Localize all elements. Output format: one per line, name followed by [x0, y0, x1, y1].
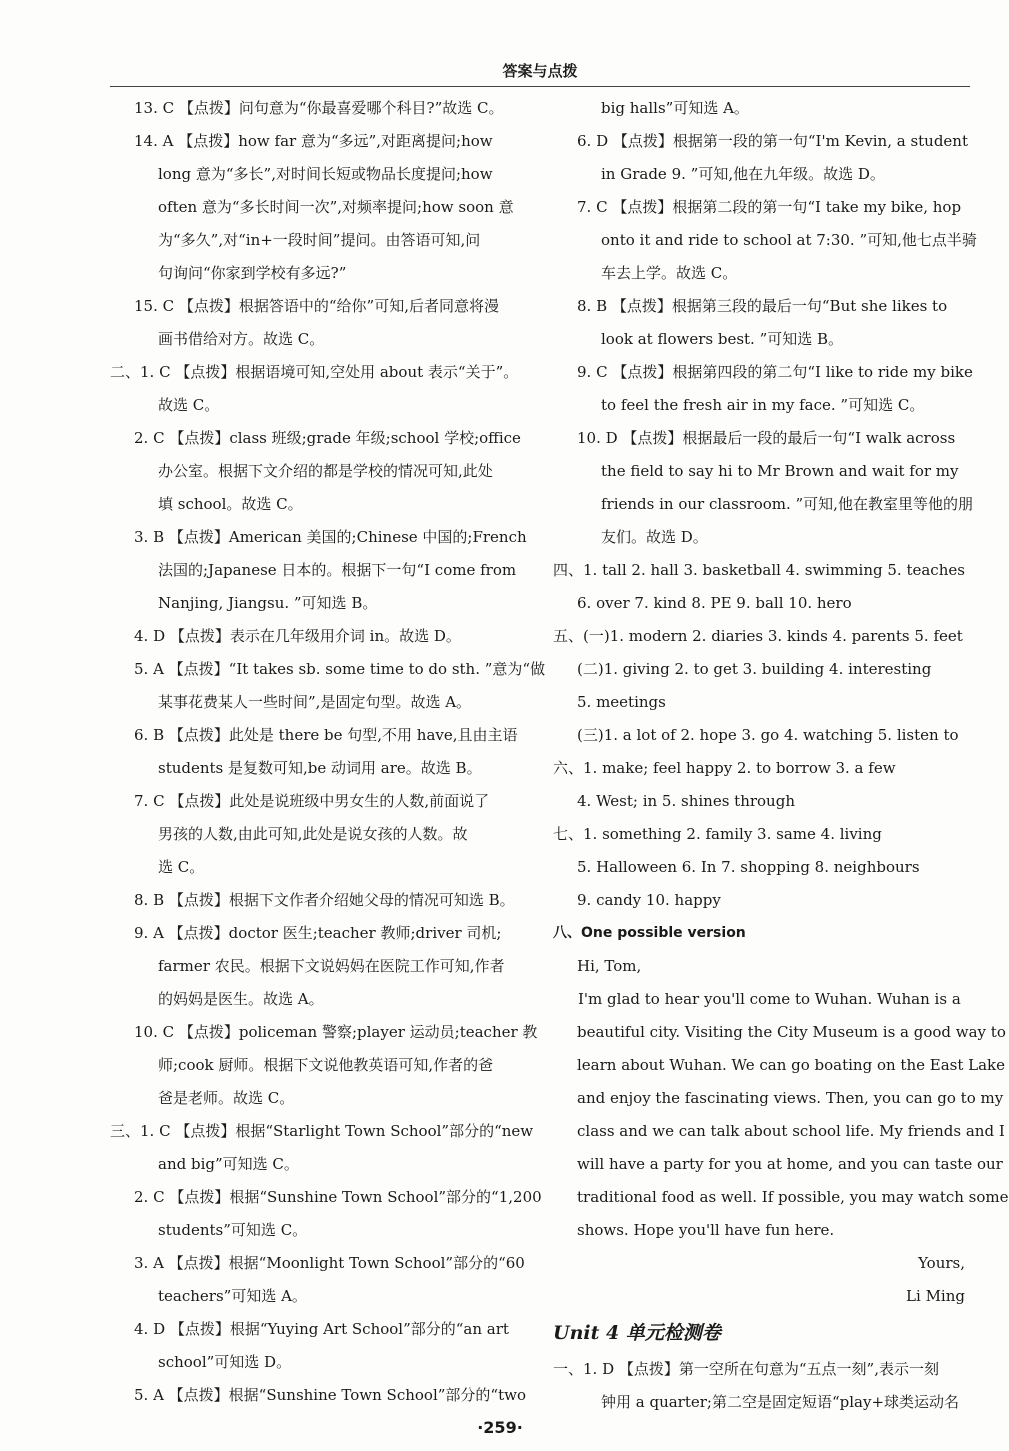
text-line: 四、1. tall 2. hall 3. basketball 4. swimming 5. teaches: [553, 561, 965, 579]
text-line: 10. C 【点拨】policeman 警察;player 运动员;teacher 教: [134, 1023, 538, 1041]
text-line: 句询问“你家到学校有多远?”: [158, 264, 347, 282]
text-line: 法国的;Japanese 日本的。根据下一句“I come from: [158, 561, 517, 579]
text-line: I'm glad to hear you'll come to Wuhan. Wuhan is a: [578, 990, 961, 1008]
text-line: farmer 农民。根据下文说妈妈在医院工作可知,作者: [158, 957, 505, 975]
text-line: 某事花费某人一些时间”,是固定句型。故选 A。: [158, 693, 472, 711]
text-line: 4. D 【点拨】根据“Yuying Art School”部分的“an art: [134, 1320, 509, 1338]
text-line: 为“多久”,对“in+一段时间”提问。由答语可知,问: [158, 231, 481, 249]
text-line: shows. Hope you'll have fun here.: [577, 1221, 835, 1239]
text-line: 7. C 【点拨】根据第二段的第一句“I take my bike, hop: [577, 198, 962, 216]
text-line: to feel the fresh air in my face. ”可知选 C。: [601, 396, 925, 414]
text-line: and enjoy the fascinating views. Then, you can go to my: [577, 1089, 1004, 1107]
text-line: 6. over 7. kind 8. PE 9. ball 10. hero: [577, 594, 852, 612]
text-line: 画书借给对方。故选 C。: [158, 330, 325, 348]
text-line: 一、1. D 【点拨】第一空所在句意为“五点一刻”,表示一刻: [553, 1360, 939, 1378]
text-line: 三、1. C 【点拨】根据“Starlight Town School”部分的“new: [110, 1122, 534, 1140]
text-line: 3. B 【点拨】American 美国的;Chinese 中国的;French: [134, 528, 527, 546]
text-line: the field to say hi to Mr Brown and wait for my: [601, 462, 959, 480]
text-line: 五、(一)1. modern 2. diaries 3. kinds 4. parents 5. feet: [553, 627, 963, 645]
text-line: 3. A 【点拨】根据“Moonlight Town School”部分的“60: [134, 1254, 525, 1272]
text-line: 七、1. something 2. family 3. same 4. living: [553, 825, 882, 843]
text-line: beautiful city. Visiting the City Museum is a good way to: [577, 1023, 1006, 1041]
text-line: 男孩的人数,由此可知,此处是说女孩的人数。故: [158, 825, 468, 843]
header-title: 答案与点拨: [502, 62, 578, 80]
right-column: [553, 92, 1009, 1419]
text-line: long 意为“多长”,对时间长短或物品长度提问;how: [158, 165, 493, 183]
text-line: Li Ming: [906, 1287, 965, 1305]
text-line: 14. A 【点拨】how far 意为“多远”,对距离提问;how: [134, 132, 493, 150]
text-line: 2. C 【点拨】class 班级;grade 年级;school 学校;office: [134, 429, 521, 447]
text-line: 5. Halloween 6. In 7. shopping 8. neighbours: [577, 858, 920, 876]
text-line: 13. C 【点拨】问句意为“你最喜爱哪个科目?”故选 C。: [134, 99, 504, 117]
text-line: 9. A 【点拨】doctor 医生;teacher 教师;driver 司机;: [134, 924, 502, 942]
text-line: 8. B 【点拨】根据下文作者介绍她父母的情况可知选 B。: [134, 891, 515, 909]
text-line: students 是复数可知,be 动词用 are。故选 B。: [158, 759, 482, 777]
text-line: 友们。故选 D。: [601, 528, 708, 546]
text-line: learn about Wuhan. We can go boating on the East Lake: [577, 1056, 1006, 1074]
text-line: 故选 C。: [158, 396, 220, 414]
text-line: 二、1. C 【点拨】根据语境可知,空处用 about 表示“关于”。: [110, 363, 519, 381]
text-line: 7. C 【点拨】此处是说班级中男女生的人数,前面说了: [134, 792, 490, 810]
text-line: often 意为“多长时间一次”,对频率提问;how soon 意: [158, 198, 514, 216]
text-line: teachers”可知选 A。: [158, 1287, 307, 1305]
text-line: 的妈妈是医生。故选 A。: [158, 990, 324, 1008]
text-line: school”可知选 D。: [158, 1353, 292, 1371]
text-line: in Grade 9. ”可知,他在九年级。故选 D。: [601, 165, 885, 183]
text-line: 15. C 【点拨】根据答语中的“给你”可知,后者同意将漫: [134, 297, 499, 315]
text-line: 2. C 【点拨】根据“Sunshine Town School”部分的“1,200: [134, 1188, 542, 1206]
text-line: 选 C。: [158, 858, 205, 876]
text-line: and big”可知选 C。: [158, 1155, 299, 1173]
text-line: 师;cook 厨师。根据下文说他教英语可知,作者的爸: [158, 1056, 494, 1074]
page-header: [110, 60, 970, 87]
text-line: 6. B 【点拨】此处是 there be 句型,不用 have,且由主语: [134, 726, 518, 744]
unit-heading: Unit 4 单元检测卷: [553, 1322, 721, 1344]
text-line: big halls”可知选 A。: [601, 99, 749, 117]
text-line: 钟用 a quarter;第二空是固定短语“play+球类运动名: [601, 1393, 960, 1411]
text-line: 5. A 【点拨】“It takes sb. some time to do sth. ”意为“做: [134, 660, 546, 678]
left-column: [110, 92, 546, 1412]
text-line: 10. D 【点拨】根据最后一段的最后一句“I walk across: [577, 429, 956, 447]
text-line: 9. C 【点拨】根据第四段的第二句“I like to ride my bike: [577, 363, 973, 381]
text-line: friends in our classroom. ”可知,他在教室里等他的朋: [601, 495, 973, 513]
text-line: 5. A 【点拨】根据“Sunshine Town School”部分的“two: [134, 1386, 526, 1404]
text-line: traditional food as well. If possible, you may watch some: [577, 1188, 1009, 1206]
text-line: Yours,: [918, 1254, 965, 1272]
text-line: (三)1. a lot of 2. hope 3. go 4. watching 5. listen to: [577, 726, 959, 744]
text-line: 六、1. make; feel happy 2. to borrow 3. a few: [553, 759, 896, 777]
text-line: Nanjing, Jiangsu. ”可知选 B。: [158, 594, 378, 612]
text-line: 9. candy 10. happy: [577, 891, 721, 909]
text-line: 办公室。根据下文介绍的都是学校的情况可知,此处: [158, 462, 493, 480]
text-line: 8. B 【点拨】根据第三段的最后一句“But she likes to: [577, 297, 948, 315]
text-line: look at flowers best. ”可知选 B。: [601, 330, 844, 348]
text-line: onto it and ride to school at 7:30. ”可知,他七点半骑: [601, 231, 977, 249]
text-line: 4. West; in 5. shines through: [577, 792, 795, 810]
text-line: will have a party for you at home, and you can taste our: [577, 1155, 1003, 1173]
text-line: 4. D 【点拨】表示在几年级用介词 in。故选 D。: [134, 627, 461, 645]
text-line: 5. meetings: [577, 693, 666, 711]
text-line: 爸是老师。故选 C。: [158, 1089, 295, 1107]
text-line: 6. D 【点拨】根据第一段的第一句“I'm Kevin, a student: [577, 132, 968, 150]
page-number: ·259·: [477, 1418, 523, 1437]
text-line: 填 school。故选 C。: [158, 495, 303, 513]
text-line: (二)1. giving 2. to get 3. building 4. interesting: [577, 660, 932, 678]
text-line: students”可知选 C。: [158, 1221, 308, 1239]
text-line: class and we can talk about school life. My friends and I: [577, 1122, 1005, 1140]
text-line: 八、One possible version: [553, 925, 746, 941]
text-line: Hi, Tom,: [577, 957, 642, 975]
text-line: 车去上学。故选 C。: [601, 264, 738, 282]
